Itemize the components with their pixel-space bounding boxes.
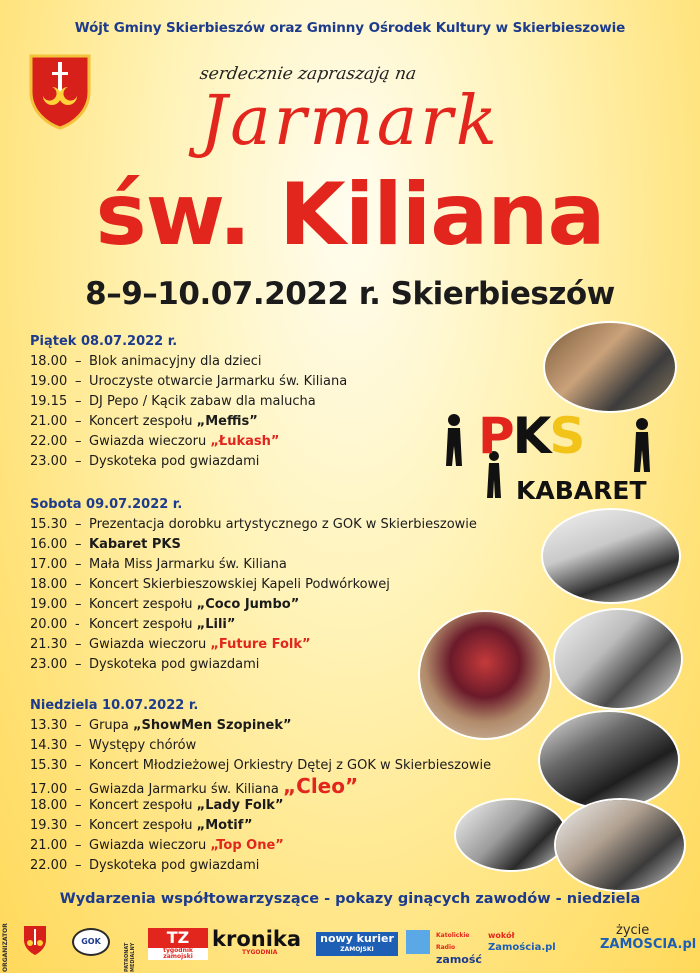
day-heading-sunday: Niedziela 10.07.2022 r.: [30, 698, 199, 713]
event-performer: „Łukash”: [210, 434, 280, 449]
event-row: [30, 776, 358, 796]
band-photo-top-one: [556, 800, 684, 890]
event-row: [30, 412, 258, 432]
event-dash: –: [75, 374, 82, 389]
event-text: Koncert zespołu: [89, 617, 197, 632]
event-dash: –: [75, 818, 82, 833]
sponsor-logos: [0, 918, 700, 973]
nowy-kurier-logo: nowy kurier ZAMOJSKI: [316, 932, 398, 956]
gok-logo: GOK: [72, 928, 110, 956]
event-row: [30, 856, 259, 876]
band-photo-meffis: [545, 323, 675, 411]
accompanying-events: Wydarzenia współtowarzyszące - pokazy ginących zawodów - niedziela: [59, 891, 641, 907]
event-time: 17.00: [30, 557, 68, 572]
day-heading-saturday: Sobota 09.07.2022 r.: [30, 497, 183, 512]
band-photo-lady-folk: [540, 712, 678, 808]
event-text: Dyskoteka pod gwiazdami: [89, 454, 260, 469]
event-time: 19.15: [30, 394, 68, 409]
radio-zamosc-logo: Katolickie Radio zamość: [436, 932, 482, 966]
event-text: Prezentacja dorobku artystycznego z GOK w Skierbieszowie: [89, 517, 477, 532]
event-time: 19.30: [30, 818, 68, 833]
zycie-zamoscia-logo: życie ZAMOSCIA.pl: [600, 923, 697, 952]
event-text: Koncert Młodzieżowej Orkiestry Dętej z GOK w Skierbieszowie: [89, 758, 492, 773]
event-text: Gwiazda wieczoru: [89, 637, 211, 652]
event-time: 18.00: [30, 354, 68, 369]
day-heading-friday: Piątek 08.07.2022 r.: [30, 334, 178, 349]
event-time: 15.30: [30, 517, 68, 532]
event-text: DJ Pepo / Kącik zabaw dla malucha: [89, 394, 316, 409]
event-row: [30, 352, 262, 372]
event-time: 19.00: [30, 597, 68, 612]
event-dash: –: [75, 637, 82, 652]
event-time: 23.00: [30, 454, 68, 469]
event-dash: –: [75, 577, 82, 592]
event-dash: –: [75, 798, 82, 813]
event-row: [30, 756, 491, 776]
event-dash: –: [75, 718, 82, 733]
event-row: [30, 432, 279, 452]
event-performer: „Lili”: [196, 617, 236, 632]
municipality-crest-icon: [22, 924, 48, 956]
event-performer: „Lady Folk”: [196, 798, 284, 813]
event-text: Blok animacyjny dla dzieci: [89, 354, 262, 369]
event-performer: „Motif”: [196, 818, 253, 833]
event-time: 17.00: [30, 782, 68, 797]
event-performer: „Coco Jumbo”: [196, 597, 300, 612]
event-dash: –: [75, 758, 82, 773]
event-row: [30, 796, 284, 816]
event-text: Grupa: [89, 718, 134, 733]
event-dates: 8–9–10.07.2022 r. Skierbieszów: [85, 276, 615, 312]
event-text: Gwiazda wieczoru: [89, 838, 211, 853]
event-dash: –: [75, 738, 82, 753]
event-text: Gwiazda wieczoru: [89, 434, 211, 449]
event-row: [30, 716, 292, 736]
event-row: [30, 736, 196, 756]
event-time: 21.00: [30, 838, 68, 853]
event-performer: „Meffis”: [196, 414, 258, 429]
wokol-zamoscia-logo: wokół Zamościa.pl: [488, 931, 556, 953]
title-jarmark: Jarmark: [199, 82, 501, 161]
event-time: 19.00: [30, 374, 68, 389]
event-time: 14.30: [30, 738, 68, 753]
event-performer: „Top One”: [210, 838, 284, 853]
event-time: 16.00: [30, 537, 68, 552]
event-text: Koncert zespołu: [89, 597, 197, 612]
event-text: Koncert zespołu: [89, 414, 197, 429]
event-row: [30, 575, 390, 595]
event-time: 18.00: [30, 798, 68, 813]
event-text: Występy chórów: [89, 738, 197, 753]
event-dash: –: [75, 597, 82, 612]
event-time: 13.30: [30, 718, 68, 733]
event-text: Koncert Skierbieszowskiej Kapeli Podwórkowej: [89, 577, 390, 592]
kabaret-label: KABARET: [516, 476, 647, 505]
event-time: 22.00: [30, 858, 68, 873]
event-time: 20.00: [30, 617, 68, 632]
event-dash: –: [75, 657, 82, 672]
event-dash: –: [75, 858, 82, 873]
pks-letters: PKS: [478, 407, 584, 465]
event-time: 23.00: [30, 657, 68, 672]
event-time: 22.00: [30, 434, 68, 449]
event-performer: „Cleo”: [283, 774, 359, 798]
event-row: [30, 515, 477, 535]
band-photo-motif: [456, 800, 566, 870]
event-performer: Kabaret PKS: [89, 537, 181, 552]
event-time: 21.30: [30, 637, 68, 652]
event-row: [30, 555, 287, 575]
event-dash: –: [75, 537, 82, 552]
event-text: Koncert zespołu: [89, 798, 197, 813]
event-time: 15.30: [30, 758, 68, 773]
event-dash: -: [75, 617, 80, 632]
radio-badge-icon: [406, 930, 430, 954]
organizers-header: Wójt Gminy Skierbieszów oraz Gminny Ośrodek Kultury w Skierbieszowie: [74, 20, 626, 36]
event-row: [30, 452, 259, 472]
event-row: [30, 595, 299, 615]
event-row: [30, 816, 252, 836]
event-row: [30, 372, 347, 392]
event-dash: –: [75, 838, 82, 853]
event-dash: –: [75, 557, 82, 572]
event-text: Dyskoteka pod gwiazdami: [89, 657, 260, 672]
event-text: Gwiazda Jarmarku św. Kiliana: [89, 782, 283, 797]
media-patronage-label: PATRONAT MEDIALNY: [124, 942, 136, 972]
event-text: Dyskoteka pod gwiazdami: [89, 858, 260, 873]
pks-kabaret-logo: [432, 406, 664, 506]
tygodnik-zamojski-logo: TZ tygodnik zamojski: [148, 928, 208, 954]
event-text: Koncert zespołu: [89, 818, 197, 833]
event-dash: –: [75, 414, 82, 429]
event-performer: „Future Folk”: [210, 637, 311, 652]
invitation-text: serdecznie zapraszają na: [198, 64, 418, 84]
title-kiliana: św. Kiliana: [95, 165, 605, 265]
kronika-tygodnia-logo: kronika TYGODNIA: [212, 927, 302, 956]
event-dash: –: [75, 394, 82, 409]
event-row: [30, 615, 235, 635]
event-dash: –: [75, 454, 82, 469]
event-row: [30, 635, 311, 655]
event-row: [30, 836, 284, 856]
event-text: Mała Miss Jarmarku św. Kiliana: [89, 557, 287, 572]
event-dash: –: [75, 782, 82, 797]
event-dash: –: [75, 434, 82, 449]
band-photo-lili: [555, 610, 681, 708]
event-text: Uroczyste otwarcie Jarmarku św. Kiliana: [89, 374, 348, 389]
event-dash: –: [75, 517, 82, 532]
event-dash: –: [75, 354, 82, 369]
event-row: [30, 392, 316, 412]
event-row: [30, 655, 259, 675]
event-time: 18.00: [30, 577, 68, 592]
event-performer: „ShowMen Szopinek”: [133, 718, 292, 733]
singer-photo-future-folk: [420, 612, 550, 738]
organizer-label: ORGANIZATOR: [2, 923, 9, 972]
event-row: [30, 535, 181, 555]
band-photo-coco-jumbo: [543, 510, 679, 602]
event-time: 21.00: [30, 414, 68, 429]
